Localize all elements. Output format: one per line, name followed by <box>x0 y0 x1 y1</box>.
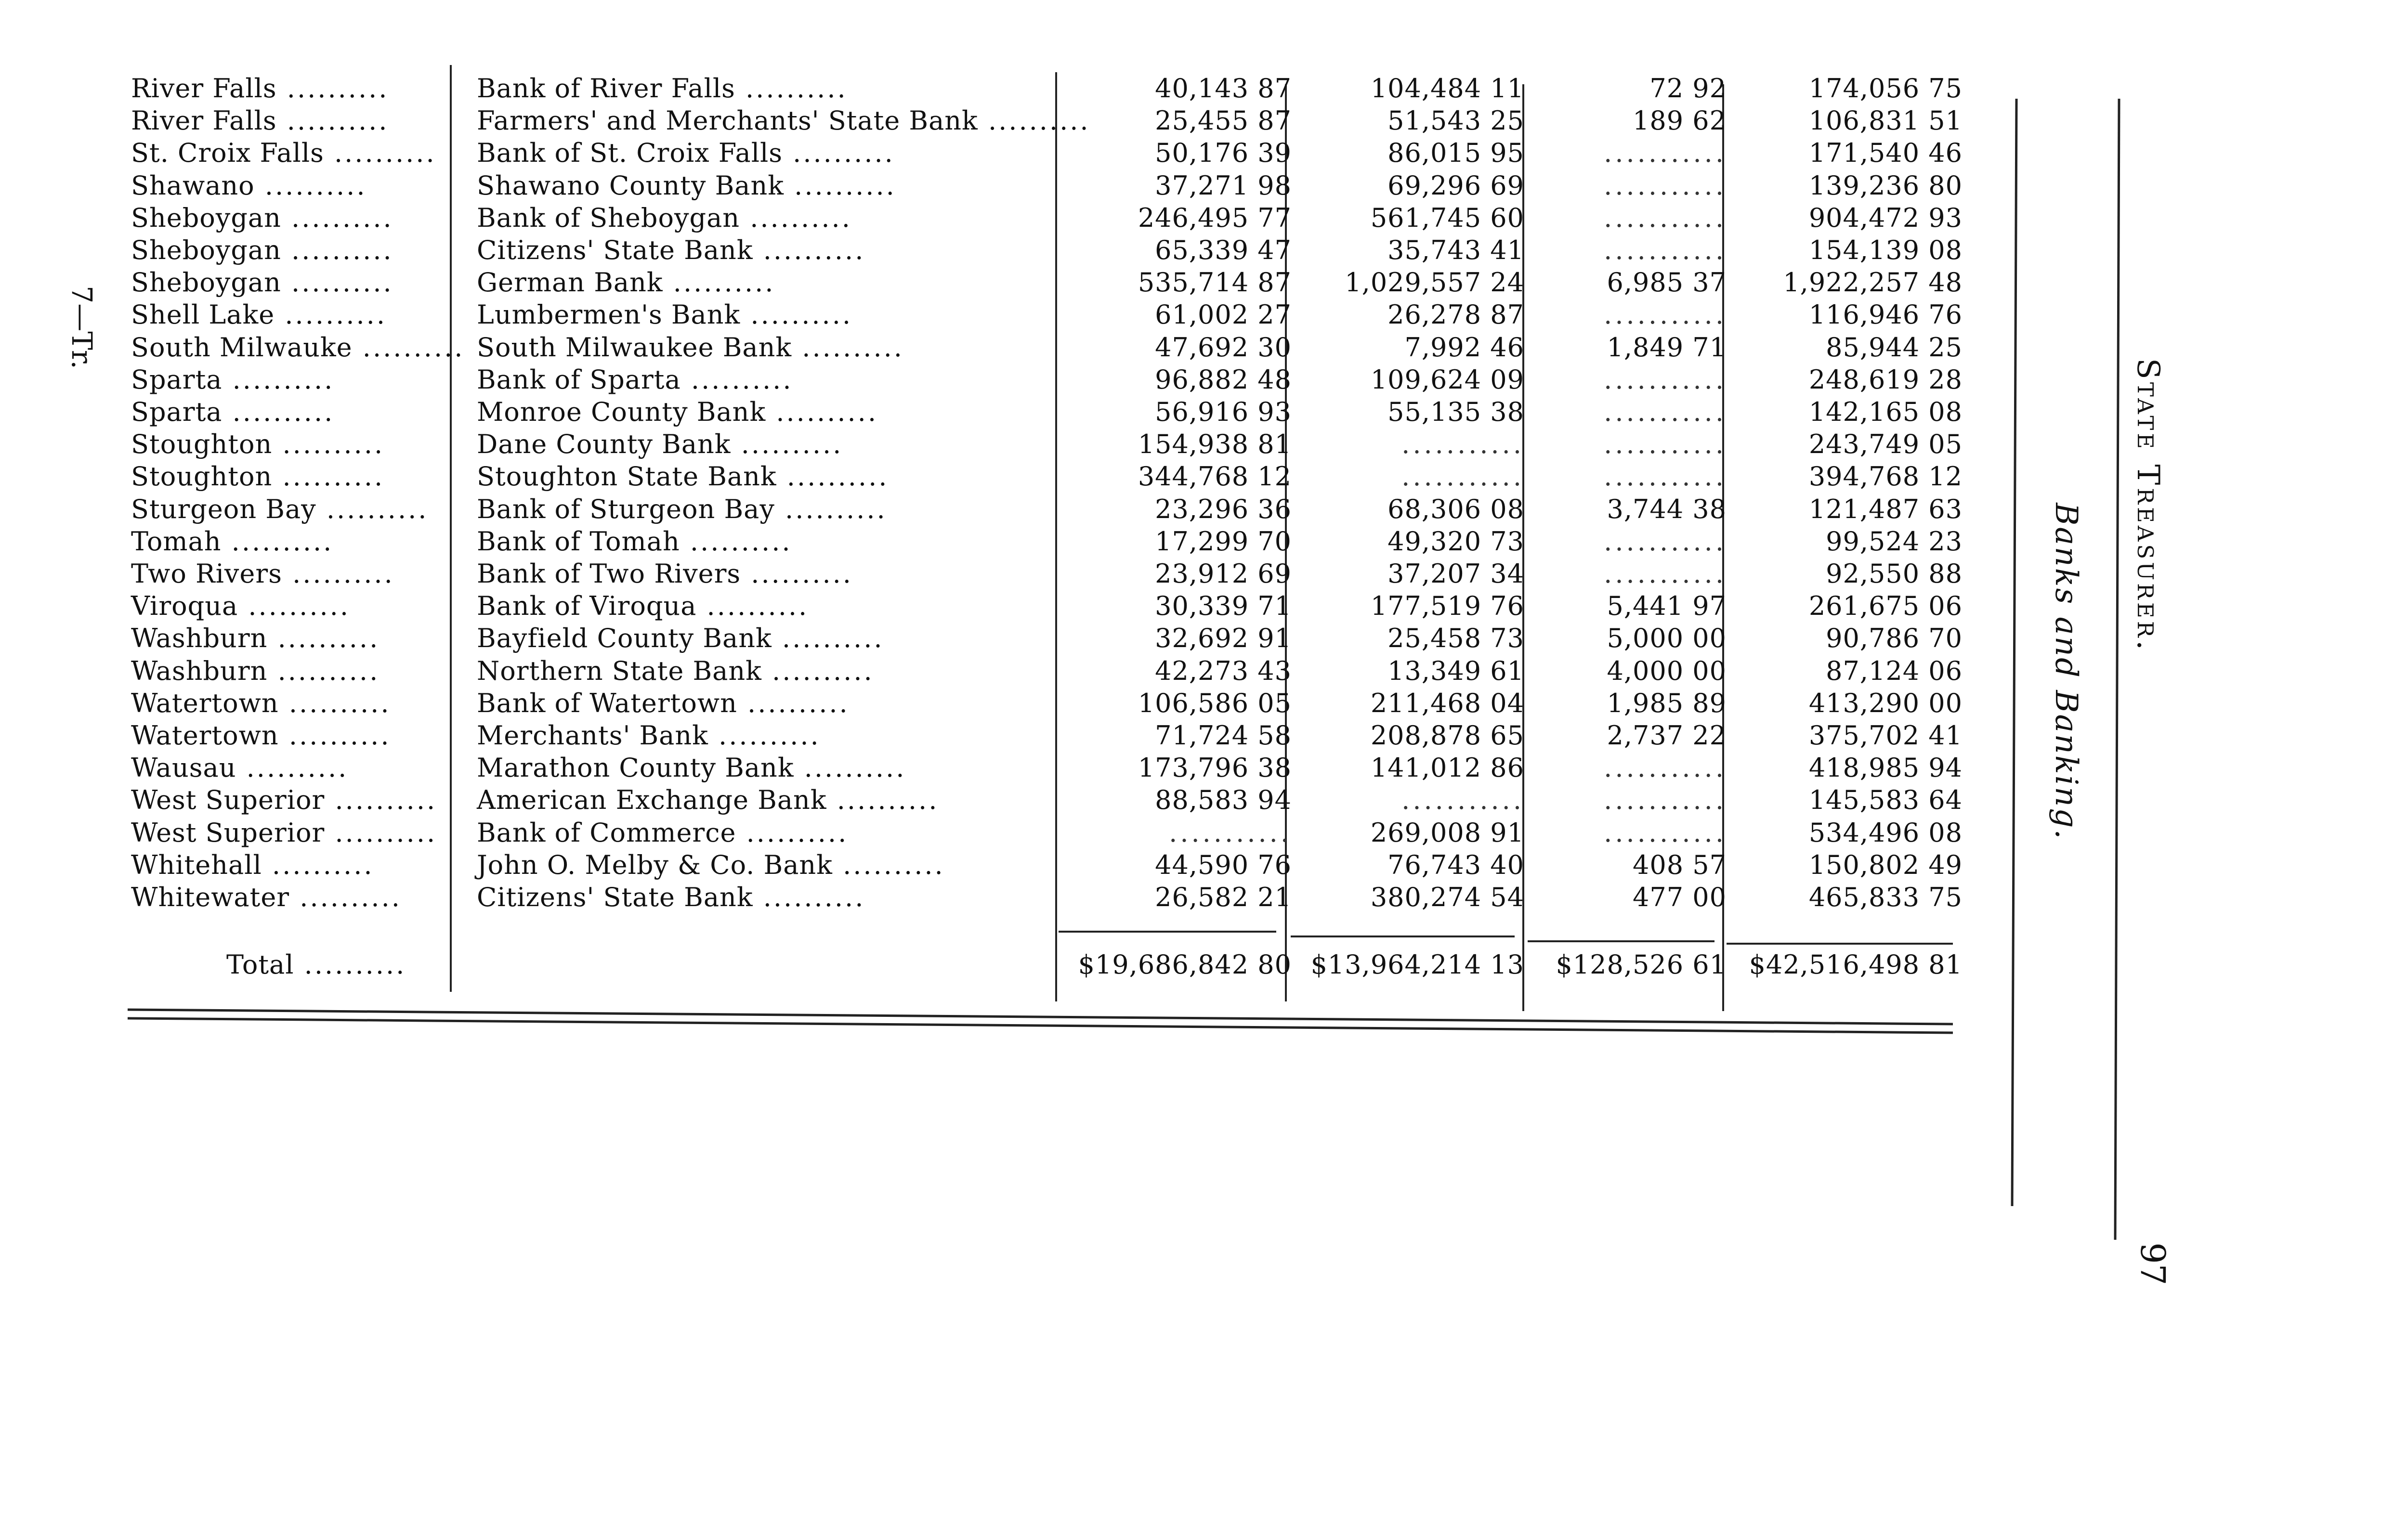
amount-cell: 88,583 94 <box>1155 785 1292 815</box>
amount-cell: 248,619 28 <box>1808 364 1963 395</box>
amount-cell: 1,922,257 48 <box>1783 267 1963 298</box>
amount-cell: 141,012 86 <box>1370 753 1524 783</box>
amount-cell: 121,487 63 <box>1808 494 1963 524</box>
bank-name: Lumbermen's Bank .......... <box>477 299 853 330</box>
dot-leader: .......... <box>753 235 865 265</box>
total-amount: $19,686,842 80 <box>1078 949 1292 980</box>
town-name: Sheboygan .......... <box>131 203 393 233</box>
bank-name: Marathon County Bank .......... <box>477 753 906 783</box>
amount-cell: 50,176 39 <box>1155 138 1292 168</box>
amount-cell: 269,008 91 <box>1370 818 1524 848</box>
dot-leader: .......... <box>325 818 437 848</box>
amount-cell: 1,029,557 24 <box>1345 267 1524 298</box>
amount-cell: 246,495 77 <box>1138 203 1292 233</box>
amount-cell: 55,135 38 <box>1387 397 1524 427</box>
amount-cell: 109,624 09 <box>1370 364 1524 395</box>
town-name: West Superior .......... <box>131 818 437 848</box>
dot-leader: .......... <box>681 364 793 395</box>
town-name: Viroqua .......... <box>131 591 351 621</box>
total-amount: $42,516,498 81 <box>1749 949 1963 980</box>
dot-leader: .......... <box>278 688 391 718</box>
amount-cell: 87,124 06 <box>1826 656 1963 686</box>
dot-leader: .......... <box>680 526 792 557</box>
town-name: Washburn .......... <box>131 656 380 686</box>
bank-name: Dane County Bank .......... <box>477 429 843 459</box>
amount-cell: 6,985 37 <box>1607 267 1727 298</box>
empty-amount-leader: ........... <box>1604 138 1727 168</box>
bank-name: Bank of Viroqua .......... <box>477 591 809 621</box>
amount-cell: 68,306 08 <box>1387 494 1524 524</box>
amount-cell: 394,768 12 <box>1808 461 1963 492</box>
amount-cell: 23,912 69 <box>1155 559 1292 589</box>
empty-amount-leader: ........... <box>1604 818 1727 848</box>
amount-cell: 189 62 <box>1633 105 1727 136</box>
bank-name: Merchants' Bank .......... <box>477 720 821 751</box>
town-name: Tomah .......... <box>131 526 334 557</box>
dot-leader: .......... <box>832 850 945 880</box>
dot-leader: .......... <box>222 364 335 395</box>
amount-cell: 1,985 89 <box>1607 688 1727 718</box>
total-label: Total .......... <box>226 949 406 980</box>
amount-cell: 85,944 25 <box>1826 332 1963 363</box>
amount-cell: 25,455 87 <box>1155 105 1292 136</box>
town-name: Whitewater .......... <box>131 882 402 912</box>
dot-leader: .......... <box>272 429 385 459</box>
running-head-title: State Treasurer. <box>2130 358 2166 653</box>
bank-name: Farmers' and Merchants' State Bank .......... <box>477 105 1090 136</box>
bank-name: German Bank .......... <box>477 267 775 298</box>
dot-leader: .......... <box>753 882 865 912</box>
amount-cell: 171,540 46 <box>1808 138 1963 168</box>
empty-amount-leader: ........... <box>1604 559 1727 589</box>
dot-leader: .......... <box>238 591 351 621</box>
town-name: River Falls .......... <box>131 73 389 104</box>
dot-leader: .......... <box>281 267 393 298</box>
amount-cell: 44,590 76 <box>1155 850 1292 880</box>
amount-cell: 174,056 75 <box>1808 73 1963 104</box>
amount-cell: 173,796 38 <box>1138 753 1292 783</box>
dot-leader: .......... <box>275 299 387 330</box>
amount-cell: 344,768 12 <box>1138 461 1292 492</box>
dot-leader: .......... <box>282 559 394 589</box>
town-name: Whitehall .......... <box>131 850 374 880</box>
dot-leader: .......... <box>736 818 849 848</box>
bank-name: Bank of Commerce .......... <box>477 818 849 848</box>
bank-name: Northern State Bank .......... <box>477 656 874 686</box>
town-name: Sparta .......... <box>131 364 335 395</box>
empty-amount-leader: ........... <box>1169 818 1292 848</box>
amount-cell: 32,692 91 <box>1155 623 1292 653</box>
amount-cell: 2,737 22 <box>1607 720 1727 751</box>
amount-cell: 17,299 70 <box>1155 526 1292 557</box>
town-name: Watertown .......... <box>131 720 391 751</box>
amount-cell: 99,524 23 <box>1826 526 1963 557</box>
empty-amount-leader: ........... <box>1604 235 1727 265</box>
total-amount: $13,964,214 13 <box>1310 949 1524 980</box>
dot-leader: .......... <box>316 494 429 524</box>
town-name: Shell Lake .......... <box>131 299 387 330</box>
town-name: South Milwauke .......... <box>131 332 465 363</box>
amount-cell: 4,000 00 <box>1607 656 1727 686</box>
bank-name: Bank of Tomah .......... <box>477 526 792 557</box>
dot-leader: .......... <box>324 138 436 168</box>
amount-cell: 418,985 94 <box>1808 753 1963 783</box>
amount-cell: 243,749 05 <box>1808 429 1963 459</box>
amount-cell: 106,831 51 <box>1808 105 1963 136</box>
dot-leader: .......... <box>740 299 853 330</box>
amount-cell: 904,472 93 <box>1808 203 1963 233</box>
town-name: Sheboygan .......... <box>131 267 393 298</box>
amount-cell: 71,724 58 <box>1155 720 1292 751</box>
bank-name: Stoughton State Bank .......... <box>477 461 889 492</box>
dot-leader: .......... <box>221 526 334 557</box>
dot-leader: .......... <box>826 785 939 815</box>
empty-amount-leader: ........... <box>1604 364 1727 395</box>
dot-leader: .......... <box>792 332 904 363</box>
amount-cell: 90,786 70 <box>1826 623 1963 653</box>
amount-cell: 1,849 71 <box>1607 332 1727 363</box>
town-name: Sturgeon Bay .......... <box>131 494 429 524</box>
amount-cell: 51,543 25 <box>1387 105 1524 136</box>
town-name: Shawano .......... <box>131 170 367 201</box>
amount-cell: 150,802 49 <box>1808 850 1963 880</box>
amount-cell: 413,290 00 <box>1808 688 1963 718</box>
amount-cell: 37,271 98 <box>1155 170 1292 201</box>
dot-leader: .......... <box>772 623 884 653</box>
dot-leader: .......... <box>267 623 380 653</box>
dot-leader: .......... <box>236 753 349 783</box>
amount-cell: 534,496 08 <box>1808 818 1963 848</box>
amount-cell: 477 00 <box>1633 882 1727 912</box>
amount-cell: 145,583 64 <box>1808 785 1963 815</box>
dot-leader: .......... <box>267 656 380 686</box>
amount-cell: 465,833 75 <box>1808 882 1963 912</box>
amount-cell: 35,743 41 <box>1387 235 1524 265</box>
amount-cell: 37,207 34 <box>1387 559 1524 589</box>
amount-cell: 42,273 43 <box>1155 656 1292 686</box>
amount-cell: 7,992 46 <box>1404 332 1524 363</box>
dot-leader: .......... <box>281 203 393 233</box>
dot-leader: .......... <box>740 203 852 233</box>
bank-name: Bank of Sturgeon Bay .......... <box>477 494 887 524</box>
dot-leader: .......... <box>222 397 335 427</box>
amount-cell: 92,550 88 <box>1826 559 1963 589</box>
dot-leader: .......... <box>272 461 385 492</box>
bank-name: South Milwaukee Bank .......... <box>477 332 904 363</box>
dot-leader: .......... <box>774 494 887 524</box>
dot-leader: .......... <box>325 785 437 815</box>
town-name: Washburn .......... <box>131 623 380 653</box>
town-name: Sparta .......... <box>131 397 335 427</box>
dot-leader: .......... <box>741 559 853 589</box>
bank-name: Bank of Sparta .......... <box>477 364 793 395</box>
bank-name: Bank of Sheboygan .......... <box>477 203 852 233</box>
dot-leader: .......... <box>262 850 374 880</box>
amount-cell: 40,143 87 <box>1155 73 1292 104</box>
empty-amount-leader: ........... <box>1401 461 1524 492</box>
bank-name: Bank of Two Rivers .......... <box>477 559 853 589</box>
amount-cell: 23,296 36 <box>1155 494 1292 524</box>
bank-name: Monroe County Bank .......... <box>477 397 878 427</box>
dot-leader: .......... <box>278 720 391 751</box>
bank-name: Bank of St. Croix Falls .......... <box>477 138 895 168</box>
signature-mark: 7—Tr. <box>65 286 98 369</box>
amount-cell: 211,468 04 <box>1370 688 1524 718</box>
amount-cell: 25,458 73 <box>1387 623 1524 653</box>
dot-leader: .......... <box>352 332 465 363</box>
dot-leader: .......... <box>254 170 367 201</box>
empty-amount-leader: ........... <box>1604 785 1727 815</box>
amount-cell: 154,938 81 <box>1138 429 1292 459</box>
dot-leader: .......... <box>663 267 775 298</box>
dot-leader: .......... <box>281 235 393 265</box>
amount-cell: 5,000 00 <box>1607 623 1727 653</box>
dot-leader: .......... <box>289 882 402 912</box>
dot-leader: .......... <box>735 73 848 104</box>
amount-cell: 380,274 54 <box>1370 882 1524 912</box>
amount-cell: 408 57 <box>1633 850 1727 880</box>
amount-cell: 96,882 48 <box>1155 364 1292 395</box>
amount-cell: 5,441 97 <box>1607 591 1727 621</box>
amount-cell: 116,946 76 <box>1808 299 1963 330</box>
bank-name: Citizens' State Bank .......... <box>477 235 865 265</box>
amount-cell: 139,236 80 <box>1808 170 1963 201</box>
dot-leader: .......... <box>776 461 889 492</box>
town-name: Stoughton .......... <box>131 461 385 492</box>
town-name: St. Croix Falls .......... <box>131 138 436 168</box>
amount-cell: 535,714 87 <box>1138 267 1292 298</box>
empty-amount-leader: ........... <box>1604 299 1727 330</box>
dot-leader: .......... <box>294 949 406 980</box>
dot-leader: .......... <box>784 170 896 201</box>
amount-cell: 375,702 41 <box>1808 720 1963 751</box>
town-name: River Falls .......... <box>131 105 389 136</box>
amount-cell: 561,745 60 <box>1370 203 1524 233</box>
town-name: Two Rivers .......... <box>131 559 394 589</box>
empty-amount-leader: ........... <box>1604 170 1727 201</box>
amount-cell: 26,582 21 <box>1155 882 1292 912</box>
town-name: Wausau .......... <box>131 753 349 783</box>
amount-cell: 104,484 11 <box>1370 73 1524 104</box>
dot-leader: .......... <box>696 591 809 621</box>
dot-leader: .......... <box>761 656 874 686</box>
empty-amount-leader: ........... <box>1604 526 1727 557</box>
amount-cell: 49,320 73 <box>1387 526 1524 557</box>
bank-name: Bank of Watertown .......... <box>477 688 850 718</box>
amount-cell: 61,002 27 <box>1155 299 1292 330</box>
dot-leader: .......... <box>731 429 843 459</box>
amount-cell: 72 92 <box>1649 73 1727 104</box>
amount-cell: 69,296 69 <box>1387 170 1524 201</box>
town-name: West Superior .......... <box>131 785 437 815</box>
total-amount: $128,526 61 <box>1556 949 1727 980</box>
bank-name: Citizens' State Bank .......... <box>477 882 865 912</box>
amount-cell: 65,339 47 <box>1155 235 1292 265</box>
dot-leader: .......... <box>978 105 1090 136</box>
dot-leader: .......... <box>276 105 389 136</box>
bank-name: Bank of River Falls .......... <box>477 73 848 104</box>
dot-leader: .......... <box>783 138 895 168</box>
amount-cell: 86,015 95 <box>1387 138 1524 168</box>
empty-amount-leader: ........... <box>1604 397 1727 427</box>
dot-leader: .......... <box>737 688 850 718</box>
amount-cell: 76,743 40 <box>1387 850 1524 880</box>
running-head-subtitle: Banks and Banking. <box>2048 503 2084 841</box>
amount-cell: 3,744 38 <box>1607 494 1727 524</box>
empty-amount-leader: ........... <box>1401 429 1524 459</box>
bank-name: John O. Melby & Co. Bank .......... <box>477 850 945 880</box>
amount-cell: 208,878 65 <box>1370 720 1524 751</box>
amount-cell: 154,139 08 <box>1808 235 1963 265</box>
amount-cell: 177,519 76 <box>1370 591 1524 621</box>
bank-name: Shawano County Bank .......... <box>477 170 896 201</box>
town-name: Stoughton .......... <box>131 429 385 459</box>
town-name: Sheboygan .......... <box>131 235 393 265</box>
amount-cell: 30,339 71 <box>1155 591 1292 621</box>
dot-leader: .......... <box>766 397 878 427</box>
dot-leader: .......... <box>708 720 821 751</box>
amount-cell: 142,165 08 <box>1808 397 1963 427</box>
empty-amount-leader: ........... <box>1604 203 1727 233</box>
amount-cell: 47,692 30 <box>1155 332 1292 363</box>
empty-amount-leader: ........... <box>1401 785 1524 815</box>
dot-leader: .......... <box>276 73 389 104</box>
dot-leader: .......... <box>794 753 906 783</box>
bank-name: American Exchange Bank .......... <box>477 785 939 815</box>
amount-cell: 26,278 87 <box>1387 299 1524 330</box>
page-number: 97 <box>2133 1242 2172 1286</box>
empty-amount-leader: ........... <box>1604 753 1727 783</box>
amount-cell: 13,349 61 <box>1387 656 1524 686</box>
empty-amount-leader: ........... <box>1604 429 1727 459</box>
town-name: Watertown .......... <box>131 688 391 718</box>
amount-cell: 261,675 06 <box>1808 591 1963 621</box>
amount-cell: 106,586 05 <box>1138 688 1292 718</box>
empty-amount-leader: ........... <box>1604 461 1727 492</box>
amount-cell: 56,916 93 <box>1155 397 1292 427</box>
bank-name: Bayfield County Bank .......... <box>477 623 884 653</box>
